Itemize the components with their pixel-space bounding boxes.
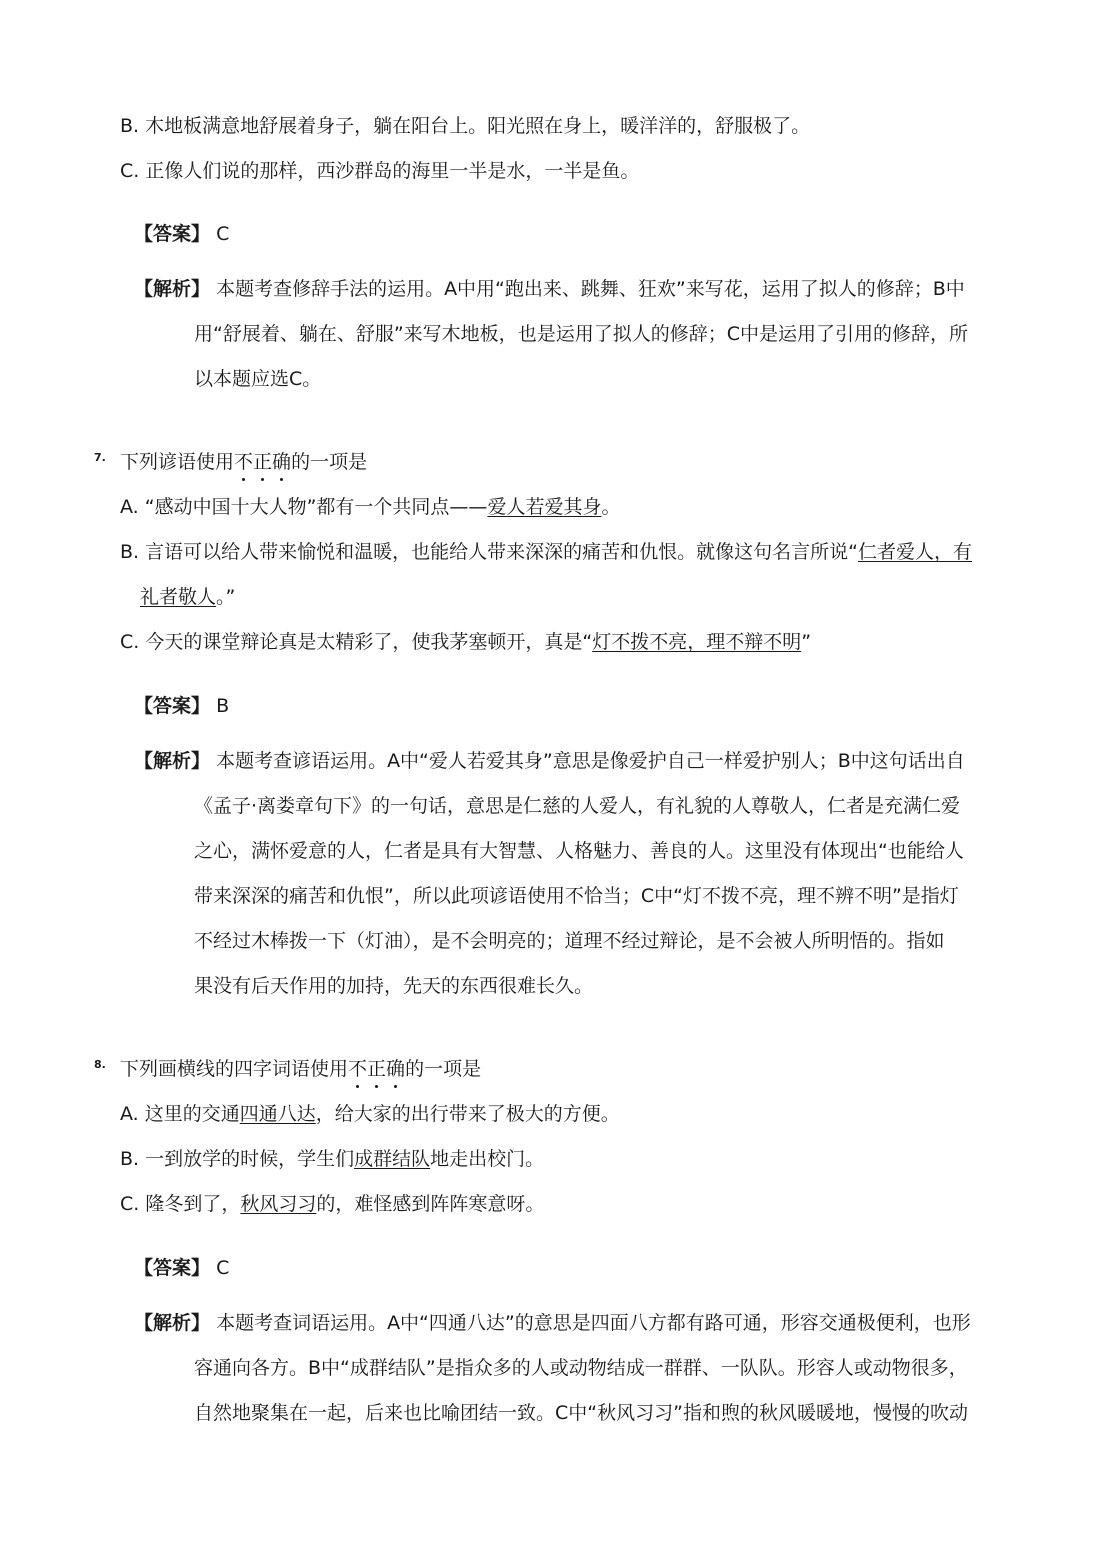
explanation-label: 【解析】 xyxy=(134,750,211,772)
underlined-phrase: 秋风习习 xyxy=(240,1193,317,1215)
explanation-line: 容通向各方。B中“成群结队”是指众多的人或动物结成一群群、一队队。形容人或动物很多， xyxy=(194,1357,968,1379)
q8-answer xyxy=(134,1254,229,1282)
q6-option-b: B. 木地板满意地舒展着身子，躺在阳台上。阳光照在身上，暖洋洋的，舒服极了。 xyxy=(120,115,811,137)
underlined-phrase: 灯不拨不亮，理不辩不明 xyxy=(592,631,802,653)
q6-answer xyxy=(134,220,229,248)
emphasis-char: 确 xyxy=(272,448,291,476)
emphasis-char: 确 xyxy=(386,1055,405,1083)
q8-stem: 下列画横线的四字词语使用不正确的一项是 xyxy=(120,1055,481,1083)
q7-option-b-continued: 礼者敬人。” xyxy=(140,586,236,608)
underlined-phrase: 成群结队 xyxy=(354,1148,431,1170)
underlined-phrase: 礼者敬人 xyxy=(140,586,217,608)
emphasis-char: 不 xyxy=(348,1055,367,1083)
explanation-line: 《孟子·离娄章句下》的一句话，意思是仁慈的人爱人，有礼貌的人尊敬人，仁者是充满仁爱 xyxy=(194,795,961,817)
answer-value: C xyxy=(216,1257,230,1279)
underlined-phrase: 四通八达 xyxy=(239,1103,316,1125)
explanation-line: 本题考查修辞手法的运用。A中用“跑出来、跳舞、狂欢”来写花，运用了拟人的修辞；B中 xyxy=(216,278,965,300)
q6-option-c: C. 正像人们说的那样，西沙群岛的海里一半是水，一半是鱼。 xyxy=(120,160,640,182)
explanation-line: 用“舒展着、躺在、舒服”来写木地板，也是运用了拟人的修辞；C中是运用了引用的修辞，所 xyxy=(194,323,968,345)
answer-label: 【答案】 xyxy=(134,1257,211,1279)
q8-option-a: A. 这里的交通四通八达，给大家的出行带来了极大的方便。 xyxy=(120,1103,620,1125)
explanation-line: 之心，满怀爱意的人，仁者是具有大智慧、人格魅力、善良的人。这里没有体现出“也能给人 xyxy=(194,840,964,862)
q8-option-c: C. 隆冬到了，秋风习习的，难怪感到阵阵寒意呀。 xyxy=(120,1193,545,1215)
explanation-line: 不经过木棒拨一下（灯油），是不会明亮的；道理不经过辩论，是不会被人所明悟的。指如 xyxy=(194,930,945,952)
answer-value: B xyxy=(216,695,230,717)
q7-number: 7. xyxy=(94,451,106,464)
answer-label: 【答案】 xyxy=(134,695,211,717)
q8-option-b: B. 一到放学的时候，学生们成群结队地走出校门。 xyxy=(120,1148,545,1170)
explanation-line: 带来深深的痛苦和仇恨”，所以此项谚语使用不恰当；C中“灯不拨不亮，理不辨不明”是指灯 xyxy=(194,885,959,907)
explanation-line: 本题考查词语运用。A中“四通八达”的意思是四面八方都有路可通，形容交通极便利，也形 xyxy=(216,1312,971,1334)
underlined-phrase: 爱人若爱其身 xyxy=(487,496,602,518)
explanation-line: 自然地聚集在一起，后来也比喻团结一致。C中“秋风习习”指和煦的秋风暖暖地，慢慢的吹动 xyxy=(194,1402,968,1424)
answer-label: 【答案】 xyxy=(134,223,211,245)
q7-answer xyxy=(134,692,229,720)
q8-explanation xyxy=(134,1309,971,1337)
underlined-phrase: 仁者爱人，有 xyxy=(857,541,972,563)
answer-value: C xyxy=(216,223,230,245)
explanation-label: 【解析】 xyxy=(134,278,211,300)
q8-number: 8. xyxy=(94,1058,106,1071)
explanation-line: 本题考查谚语运用。A中“爱人若爱其身”意思是像爱护自己一样爱护别人；B中这句话出自 xyxy=(216,750,965,772)
emphasis-char: 不 xyxy=(234,448,253,476)
emphasis-char: 正 xyxy=(253,448,272,476)
emphasis-char: 正 xyxy=(367,1055,386,1083)
q7-stem: 下列谚语使用不正确的一项是 xyxy=(120,448,367,476)
explanation-line: 果没有后天作用的加持，先天的东西很难长久。 xyxy=(194,975,594,997)
q7-option-b: B. 言语可以给人带来愉悦和温暖，也能给人带来深深的痛苦和仇恨。就像这句名言所说“仁者爱人，有 xyxy=(120,541,972,563)
q7-option-a: A. “感动中国十大人物”都有一个共同点——爱人若爱其身。 xyxy=(120,496,621,518)
q7-explanation xyxy=(134,747,965,775)
q6-explanation xyxy=(134,275,965,303)
explanation-label: 【解析】 xyxy=(134,1312,211,1334)
q7-option-c: C. 今天的课堂辩论真是太精彩了，使我茅塞顿开，真是“灯不拨不亮，理不辩不明” xyxy=(120,631,812,653)
explanation-line: 以本题应选C。 xyxy=(194,368,322,390)
